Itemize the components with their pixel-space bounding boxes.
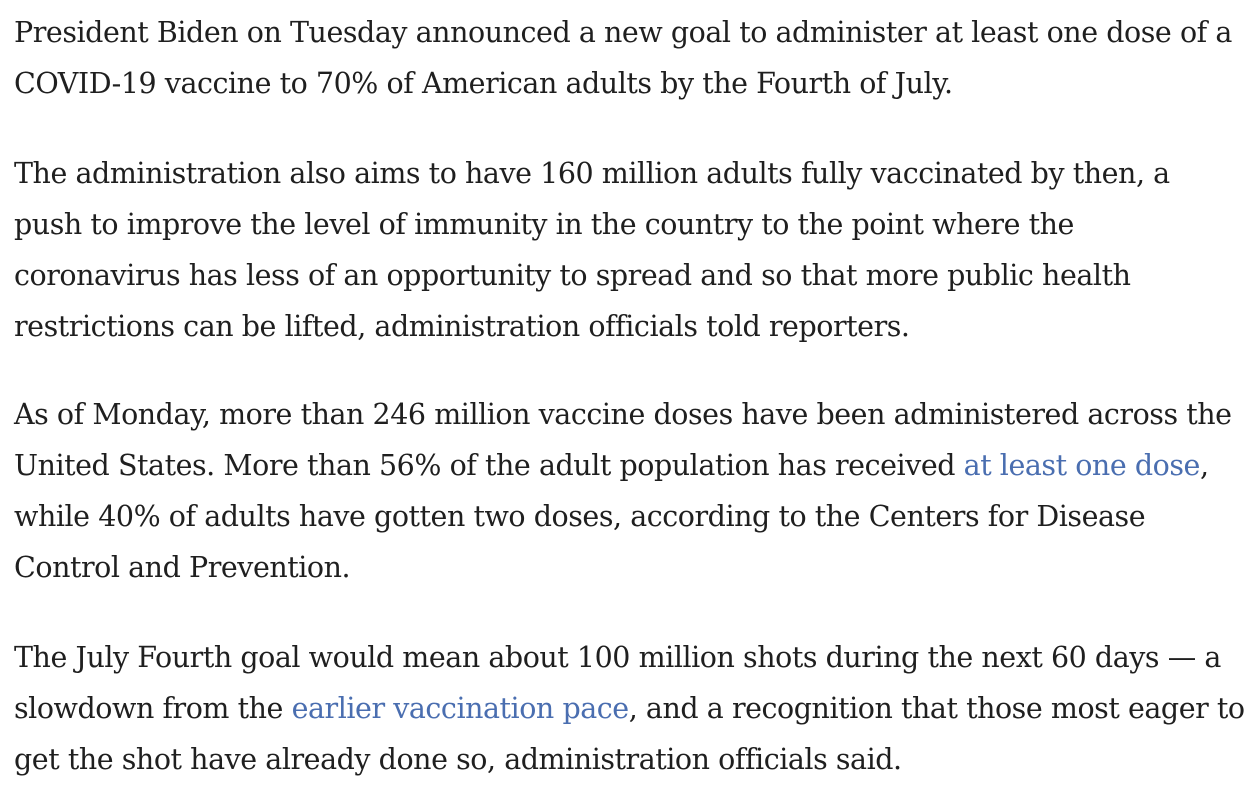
paragraph-july-fourth-goal (14, 632, 1245, 785)
paragraph-line: Control and Prevention. (14, 551, 351, 584)
paragraph-line (14, 683, 1245, 734)
paragraph-line: The administration also aims to have 160 million adults fully vaccinated by then, a (14, 157, 1170, 190)
paragraph-line: coronavirus has less of an opportunity to spread and so that more public health (14, 259, 1131, 292)
paragraph-line: COVID-19 vaccine to 70% of American adults by the Fourth of July. (14, 67, 953, 100)
paragraph-vaccine-goal (14, 7, 1232, 109)
paragraph-line: The July Fourth goal would mean about 100 million shots during the next 60 days — a (14, 641, 1221, 674)
paragraph-doses-administered (14, 389, 1232, 593)
paragraph-fully-vaccinated-target (14, 148, 1186, 352)
line-text: slowdown from the (14, 692, 292, 725)
paragraph-line: get the shot have already done so, administration officials said. (14, 743, 902, 776)
line-text: , and a recognition that those most eager to (628, 692, 1245, 725)
paragraph-line: push to improve the level of immunity in the country to the point where the (14, 208, 1074, 241)
paragraph-line: restrictions can be lifted, administration officials told reporters. (14, 310, 910, 343)
line-text: United States. More than 56% of the adult population has received (14, 449, 964, 482)
paragraph-line: President Biden on Tuesday announced a new goal to administer at least one dose of a (14, 16, 1232, 49)
at-least-one-dose-link[interactable]: at least one dose (963, 449, 1200, 482)
paragraph-line (14, 440, 1209, 491)
earlier-vaccination-pace-link[interactable]: earlier vaccination pace (291, 692, 629, 725)
paragraph-line: while 40% of adults have gotten two doses, according to the Centers for Disease (14, 500, 1146, 533)
line-text: , (1199, 449, 1209, 482)
paragraph-line: As of Monday, more than 246 million vaccine doses have been administered across the (14, 398, 1232, 431)
